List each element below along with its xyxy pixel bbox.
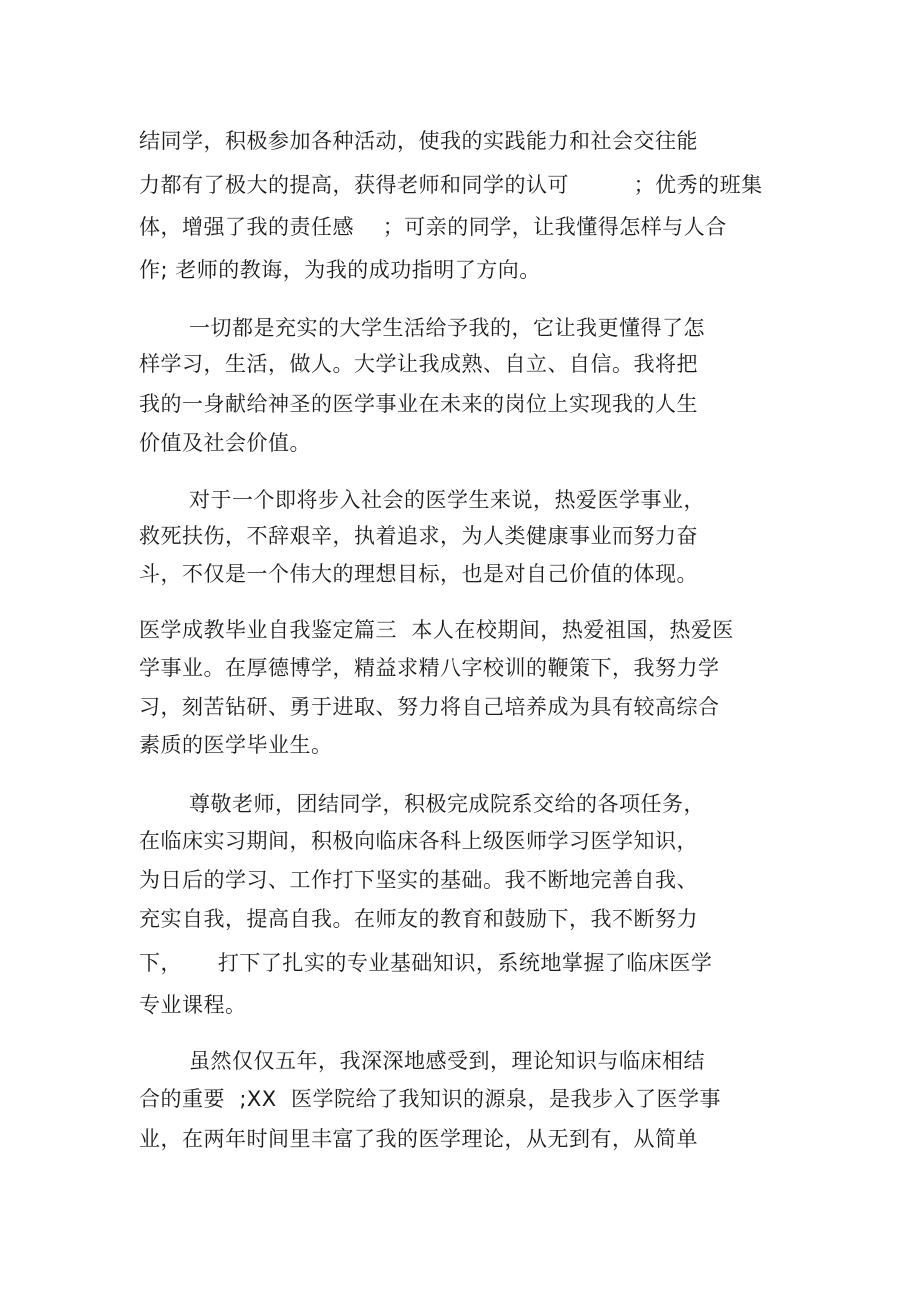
text-line: 斗，不仅是一个伟大的理想目标，也是对自己价值的体现。 [139,562,698,586]
text-line: 价值及社会价值。 [139,431,311,455]
text-line: 作; 老师的教诲，为我的成功指明了方向。 [139,258,541,282]
text-line: 尊敬老师，团结同学，积极完成院系交给的各项任务， [189,792,705,816]
text-line: 充实自我，提高自我。在师友的教育和鼓励下，我不断努力 [139,907,698,931]
text-line: 业，在两年时间里丰富了我的医学理论，从无到有，从简单 [139,1127,698,1151]
text-line: 结同学，积极参加各种活动，使我的实践能力和社会交往能 [139,129,698,153]
text-line: 素质的医学毕业生。 [139,733,333,757]
text-line: 体，增强了我的责任感 ；可亲的同学，让我懂得怎样与人合 [139,215,727,239]
text-line: 我的一身献给神圣的医学事业在未来的岗位上实现我的人生 [139,392,698,416]
text-line: 对于一个即将步入社会的医学生来说，热爱医学事业， [189,488,705,512]
text-line: 下， 打下了扎实的专业基础知识，系统地掌握了临床医学 [139,951,713,975]
text-line: 力都有了极大的提高，获得老师和同学的认可 ；优秀的班集 [139,173,763,197]
text-line: 为日后的学习、工作打下坚实的基础。我不断地完善自我、 [139,868,698,892]
text-line: 专业课程。 [139,993,247,1017]
text-line: 习，刻苦钻研、勇于进取、努力将自己培养成为具有较高综合 [139,695,720,719]
text-line: 医学成教毕业自我鉴定篇三 本人在校期间，热爱祖国，热爱医 [139,618,734,642]
text-line: 学事业。在厚德博学，精益求精八字校训的鞭策下，我努力学 [139,656,720,680]
text-line: 样学习，生活，做人。大学让我成熟、自立、自信。我将把 [139,352,698,376]
text-line: 救死扶伤，不辞艰辛，执着追求，为人类健康事业而努力奋 [139,524,698,548]
text-line: 合的重要 ;XX 医学院给了我知识的源泉，是我步入了医学事 [139,1087,722,1111]
text-line: 虽然仅仅五年，我深深地感受到，理论知识与临床相结 [189,1049,705,1073]
text-line: 一切都是充实的大学生活给予我的，它让我更懂得了怎 [189,316,705,340]
text-line: 在临床实习期间，积极向临床各科上级医师学习医学知识， [139,829,698,853]
